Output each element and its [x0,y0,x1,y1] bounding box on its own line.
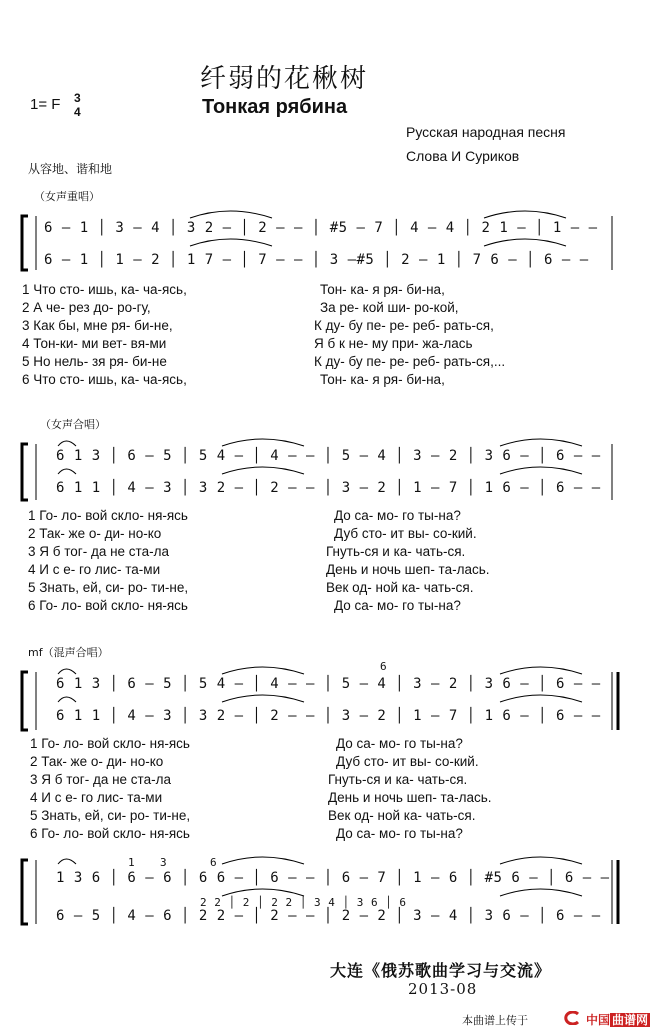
lyricist: Слова И Суриков [406,148,520,164]
notes-lower: 6 1 1 │ 4 – 3 │ 3 2 – │ 2 – – │ 3 – 2 │ 1 – 7 │ 1 6 – │ 6 – – [56,480,601,496]
chord-note: 6 [210,856,218,869]
slur [58,669,76,674]
tempo-marking: 从容地、谐和地 [28,162,113,176]
lyric-line: 4 Тон-ки- ми вет- вя-ми [22,336,167,351]
lyric-line: 6 Го- ло- вой скло- ня-ясь [30,826,190,841]
lyric-line: 3 Как бы, мне ря- би-не, [22,318,173,333]
slur [500,667,582,674]
slur [58,859,76,864]
slur [58,697,76,702]
credit-date: 2013-08 [408,980,478,998]
section-label: （女声合唱） [40,418,106,431]
lyric-line: 5 Знать, ей, си- ро- ти-не, [30,808,191,823]
slur [500,439,582,446]
chord-note: 1 [128,856,136,869]
slur [222,889,304,896]
slur [222,667,304,674]
lyric-line: 5 Знать, ей, си- ро- ти-не, [28,580,189,595]
lyric-line: День и ночь шеп- та-лась. [326,562,490,577]
lyric-line: Дуб сто- ит вы- со-кий. [336,754,479,769]
lyric-line: 2 Так- же о- ди- но-ко [28,526,162,541]
lyric-line: 3 Я б тог- да не ста-ла [30,772,171,787]
slur [190,239,272,246]
time-signature-bottom: 4 [74,105,81,119]
lyric-line: 1 Что сто- ишь, ка- ча-ясь, [22,282,187,297]
lyric-line: 1 Го- ло- вой скло- ня-ясь [28,508,188,523]
system-bracket [22,672,28,730]
lyric-line: К ду- бу пе- ре- реб- рать-ся,... [314,354,506,369]
site-brand[interactable] [586,1011,650,1028]
upload-note: 本曲谱上传于 [462,1014,528,1027]
time-signature-top: 3 [74,91,81,105]
lyric-line: До са- мо- го ты-на? [334,598,461,613]
slur [222,695,304,702]
slur [222,857,304,864]
slur [500,467,582,474]
section-label: （女声重唱） [34,190,100,203]
notes-upper: 6 1 3 │ 6 – 5 │ 5 4 – │ 4 – – │ 5 – 4 │ 3 – 2 │ 3 6 – │ 6 – – [56,448,601,464]
slur [58,469,76,474]
slur [500,889,582,896]
lyric-line: Век од- ной ка- чать-ся. [326,580,474,595]
lyric-line: 3 Я б тог- да не ста-ла [28,544,169,559]
chord-notes-middle: 2 2 │ 2 │ 2 2 │ 3 4 │ 3 6 │ 6 [200,896,407,909]
slur [222,439,304,446]
site-brand-name: 中国 [586,1013,611,1027]
title-russian: Тонкая рябина [202,96,348,118]
lyric-line: 5 Но нель- зя ря- би-не [22,354,167,369]
slur [484,211,566,218]
notes-upper: 1 3 6 │ 6 – 6 │ 6 6 – │ 6 – – │ 6 – 7 │ 1 – 6 │ #5 6 – │ 6 – – [56,870,610,886]
lyric-line: Тон- ка- я ря- би-на, [320,282,445,297]
lyric-line: 2 Так- же о- ди- но-ко [30,754,164,769]
notes-lower: 6 1 1 │ 4 – 3 │ 3 2 – │ 2 – – │ 3 – 2 │ 1 – 7 │ 1 6 – │ 6 – – [56,708,601,724]
lyric-line: 4 И с е- го лис- та-ми [30,790,163,805]
system-bracket [22,216,28,270]
lyric-line: 2 А че- рез до- ро-гу, [22,300,151,315]
lyric-line: 1 Го- ло- вой скло- ня-ясь [30,736,190,751]
lyric-line: До са- мо- го ты-на? [334,508,461,523]
lyric-line: Дуб сто- ит вы- со-кий. [334,526,477,541]
title-chinese: 纤弱的花楸树 [200,64,369,94]
notes-upper: 6 1 3 │ 6 – 5 │ 5 4 – │ 4 – – │ 5 – 4 │ 3 – 2 │ 3 6 – │ 6 – – [56,676,601,692]
lyric-line: Тон- ка- я ря- би-на, [320,372,445,387]
chord-note: 3 [160,856,168,869]
slur [500,695,582,702]
slur [58,441,76,446]
site-logo-icon [562,1011,582,1025]
slur [484,239,566,246]
lyric-line: До са- мо- го ты-на? [336,826,463,841]
lyric-line: За ре- кой ши- ро-кой, [320,300,459,315]
section-label: mf（混声合唱） [28,646,109,659]
slur [500,857,582,864]
slur [190,211,272,218]
lyric-line: Гнуть-ся и ка- чать-ся. [328,772,468,787]
lyric-line: День и ночь шеп- та-лась. [328,790,492,805]
chord-note: 6 [380,660,388,673]
key-signature: 1= F [30,96,61,113]
system-bracket [22,860,28,924]
site-brand-highlight: 曲谱网 [612,1013,649,1027]
slur [222,467,304,474]
lyric-line: 4 И с е- го лис- та-ми [28,562,161,577]
credit-source: 大连《俄苏歌曲学习与交流》 [330,961,552,980]
lyric-line: 6 Го- ло- вой скло- ня-ясь [28,598,188,613]
notes-lower: 6 – 5 │ 4 – 6 │ 2 2 – │ 2 – – │ 2 – 2 │ 3 – 4 │ 3 6 – │ 6 – – [56,908,601,924]
lyric-line: До са- мо- го ты-на? [336,736,463,751]
notes-upper: 6 – 1 │ 3 – 4 │ 3 2 – │ 2 – – │ #5 – 7 │ 4 – 4 │ 2 1 – │ 1 – – [44,220,598,236]
lyric-line: Я б к не- му при- жа-лась [314,336,473,351]
lyric-line: Век од- ной ка- чать-ся. [328,808,476,823]
song-origin: Русская народная песня [406,124,566,140]
lyric-line: Гнуть-ся и ка- чать-ся. [326,544,466,559]
system-bracket [22,444,28,500]
notes-lower: 6 – 1 │ 1 – 2 │ 1 7 – │ 7 – – │ 3 –#5 │ 2 – 1 │ 7 6 – │ 6 – – [44,252,589,268]
lyric-line: 6 Что сто- ишь, ка- ча-ясь, [22,372,187,387]
lyric-line: К ду- бу пе- ре- реб- рать-ся, [314,318,494,333]
